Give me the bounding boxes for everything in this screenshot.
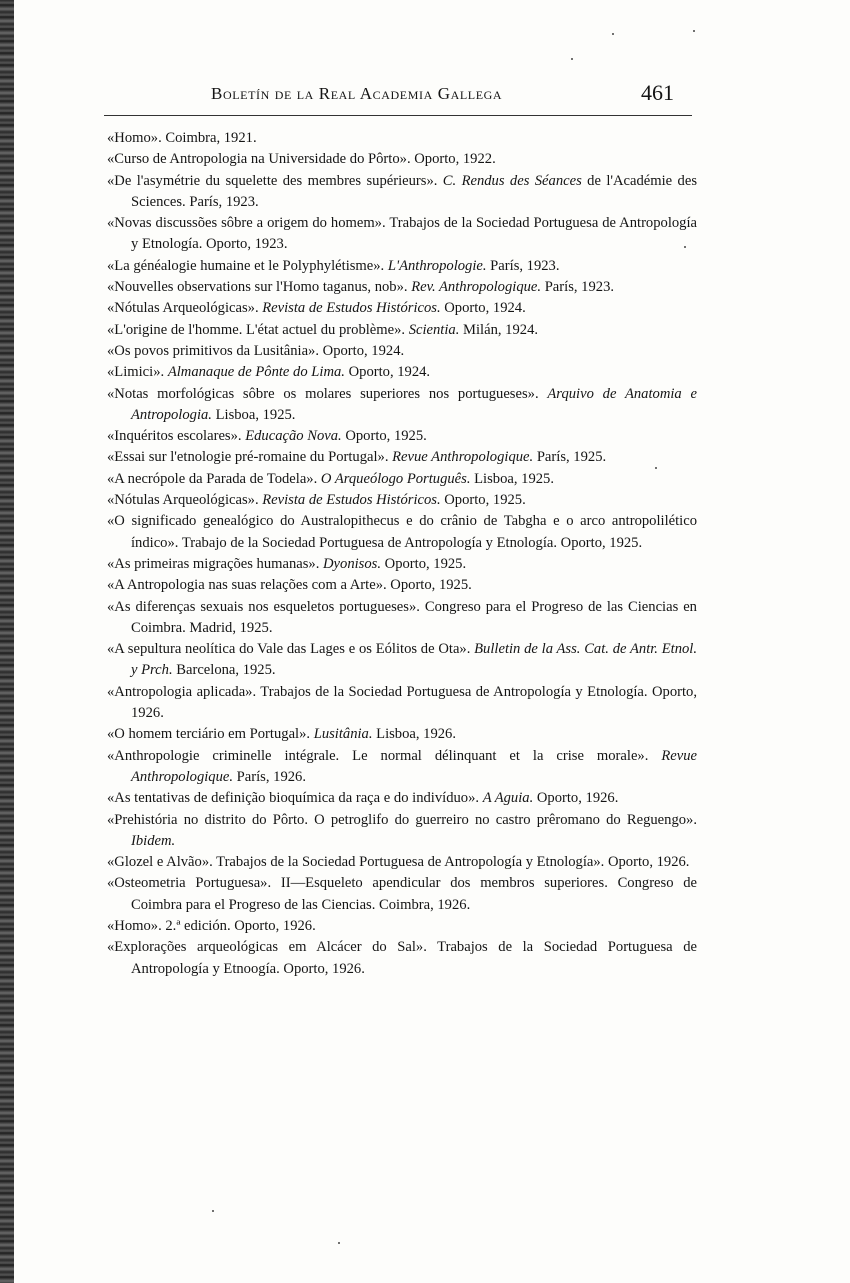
scan-speck: [693, 30, 695, 32]
entry-journal: C. Rendus des Séances: [442, 172, 582, 189]
entry-title: «A Antropologia nas suas relações com a Arte».: [107, 577, 387, 594]
scan-speck: [655, 467, 657, 469]
entry-publication: París, 1926.: [233, 768, 306, 785]
entry-publication: Oporto, 1926.: [230, 917, 316, 934]
entry-journal: Rev. Anthropologique.: [411, 279, 542, 296]
entry-publication: Barcelona, 1925.: [172, 662, 276, 679]
entry-journal: L'Anthropologie.: [387, 257, 487, 274]
entry-journal: Arquivo de Anatomia e Antropologia.: [131, 385, 697, 423]
entry-title: «Limici».: [107, 364, 168, 381]
bibliography-entry: [107, 426, 697, 447]
bibliography-entry: [107, 447, 697, 468]
entry-title: «Nótulas Arqueológicas».: [107, 492, 263, 509]
entry-title: «As tentativas de definição bioquímica da raça e do indivíduo».: [107, 790, 483, 807]
entry-title: «De l'asymétrie du squelette des membres supérieurs».: [107, 172, 443, 189]
page-header: [211, 80, 691, 114]
entry-title: «Notas morfológicas sôbre os molares superiores nos portugueses».: [107, 385, 548, 402]
header-rule: [104, 115, 692, 116]
bibliography-entry: [107, 810, 697, 853]
scan-speck: [612, 33, 614, 35]
entry-journal: Revue Anthropologique.: [131, 747, 697, 785]
entry-title: «As primeiras migrações humanas».: [107, 555, 324, 572]
entry-journal: Almanaque de Pônte do Lima.: [167, 364, 345, 381]
bibliography-entry: [107, 682, 697, 725]
entry-title: «A necrópole da Parada de Todela».: [107, 470, 321, 487]
entry-publication: París, 1923.: [486, 257, 560, 274]
entry-journal: Scientia.: [408, 321, 460, 338]
entry-title: «Os povos primitivos da Lusitânia».: [107, 342, 320, 359]
entry-journal: Revista de Estudos Históricos.: [262, 492, 441, 509]
bibliography-entry: [107, 554, 697, 575]
entry-title: «Glozel e Alvão».: [107, 854, 213, 871]
entry-title: «Antropologia aplicada».: [107, 683, 257, 700]
bibliography-entry: [107, 873, 697, 916]
page-number: 461: [641, 80, 674, 105]
bibliography-entry: [107, 171, 697, 214]
entry-title: «Novas discussões sôbre a origem do homem».: [107, 215, 386, 232]
entry-title: «A sepultura neolítica do Vale das Lages e os Eólitos de Ota».: [107, 641, 475, 658]
entry-publication: Milán, 1924.: [459, 321, 539, 338]
entry-publication: de l'Académie des Sciences. París, 1923.: [131, 172, 697, 210]
entry-title: «Homo». 2.ª edición.: [107, 917, 231, 934]
entry-publication: Oporto, 1924.: [344, 364, 431, 381]
entry-publication: París, 1925.: [533, 449, 607, 466]
bibliography-entry: [107, 511, 697, 554]
entry-journal: Bulletin de la Ass. Cat. de Antr. Etnol. y Prch.: [131, 641, 697, 679]
bibliography-entry: [107, 320, 697, 341]
bibliography-entry: [107, 277, 697, 298]
entry-publication: Oporto, 1926.: [533, 790, 619, 807]
entry-publication: Oporto, 1925.: [381, 555, 467, 572]
bibliography-entry: [107, 916, 697, 937]
entry-title: «Explorações arqueológicas em Alcácer do Sal».: [107, 939, 427, 956]
entry-title: «Inquéritos escolares».: [107, 428, 246, 445]
bibliography-entry: [107, 256, 697, 277]
scan-speck: [684, 246, 686, 248]
bibliography-entry: [107, 362, 697, 383]
bibliography-entry: [107, 597, 697, 640]
bibliography-entry: [107, 490, 697, 511]
scan-speck: [338, 1242, 340, 1244]
bibliography-entry: [107, 469, 697, 490]
entry-publication: París, 1923.: [541, 279, 615, 296]
bibliography-entry: [107, 852, 697, 873]
entry-title: «Nouvelles observations sur l'Homo taganus, nob».: [107, 279, 412, 296]
entry-publication: Congreso de Coimbra para el Progreso de las Ciencias. Coimbra, 1926.: [131, 875, 698, 913]
entry-journal: Revista de Estudos Históricos.: [262, 300, 441, 317]
bibliography-entry: [107, 384, 697, 427]
entry-publication: Lisboa, 1925.: [470, 470, 554, 487]
bibliography-entry: [107, 298, 697, 319]
running-title: Boletín de la Real Academia Gallega: [211, 84, 503, 103]
bibliography-entry: [107, 341, 697, 362]
entry-publication: Lisboa, 1925.: [211, 406, 296, 423]
book-binding-edge: [0, 0, 14, 1283]
entry-title: «Homo».: [107, 130, 162, 146]
bibliography-list: [107, 128, 697, 980]
entry-publication: Oporto, 1925.: [341, 428, 427, 445]
scan-speck: [212, 1210, 214, 1212]
entry-publication: Oporto, 1925.: [440, 492, 526, 509]
entry-title: «Essai sur l'etnologie pré-romaine du Portugal».: [107, 449, 393, 466]
entry-title: «Nótulas Arqueológicas».: [107, 300, 263, 317]
entry-journal: O Arqueólogo Português.: [320, 470, 471, 487]
entry-publication: Oporto, 1922.: [410, 151, 496, 168]
entry-publication: Oporto, 1925.: [386, 577, 472, 594]
entry-title: «Osteometria Portuguesa». II—Esqueleto apendicular dos membros superiores.: [107, 875, 608, 892]
entry-publication: Lisboa, 1926.: [372, 726, 457, 743]
entry-publication: Trabajos de la Sociedad Portuguesa de Antropología y Etnología». Oporto, 1926.: [212, 854, 690, 871]
scan-speck: [571, 58, 573, 60]
entry-title: «La généalogie humaine et le Polyphylétisme».: [107, 257, 388, 274]
bibliography-entry: [107, 724, 697, 745]
entry-publication: Trabajos de la Sociedad Portuguesa de Antropología y Etnoogía. Oporto, 1926.: [131, 939, 697, 977]
entry-journal: Educação Nova.: [245, 428, 342, 445]
entry-title: «As diferenças sexuais nos esqueletos portugueses».: [107, 598, 420, 615]
bibliography-entry: [107, 937, 697, 980]
entry-publication: Trabajo de la Sociedad Portuguesa de Antropología y Etnología. Oporto, 1925.: [178, 534, 643, 551]
entry-publication: Congreso para el Progreso de las Ciencias en Coimbra. Madrid, 1925.: [131, 598, 697, 636]
bibliography-entry: [107, 575, 697, 596]
entry-title: «Prehistória no distrito do Pôrto. O petroglifo do guerreiro no castro prêromano do Reguengo».: [107, 811, 697, 828]
entry-title: «O significado genealógico do Australopithecus e do crânio de Tabgha e o arco antropolilético índico».: [107, 513, 697, 551]
bibliography-entry: [107, 128, 697, 149]
bibliography-entry: [107, 639, 697, 682]
entry-publication: Oporto, 1924.: [440, 300, 526, 317]
entry-journal: Dyonisos.: [323, 555, 381, 572]
bibliography-entry: [107, 213, 697, 256]
bibliography-entry: [107, 746, 697, 789]
bibliography-entry: [107, 149, 697, 170]
entry-publication: Trabajos de la Sociedad Portuguesa de Antropología y Etnología. Oporto, 1923.: [131, 215, 697, 253]
entry-journal: Revue Anthropologique.: [392, 449, 534, 466]
entry-publication: Trabajos de la Sociedad Portuguesa de Antropología y Etnología. Oporto, 1926.: [131, 683, 697, 722]
entry-title: «Anthropologie criminelle intégrale. Le normal délinquant et la crise morale».: [107, 747, 662, 764]
entry-title: «Curso de Antropologia na Universidade do Pôrto».: [107, 151, 411, 168]
entry-journal: A Aguia.: [482, 790, 534, 807]
entry-publication: Oporto, 1924.: [319, 342, 405, 359]
entry-publication: Coimbra, 1921.: [161, 130, 257, 146]
entry-journal: Ibidem.: [131, 832, 176, 849]
entry-title: «O homem terciário em Portugal».: [107, 726, 314, 743]
entry-journal: Lusitânia.: [313, 726, 373, 743]
entry-title: «L'origine de l'homme. L'état actuel du problème».: [107, 321, 409, 338]
bibliography-entry: [107, 788, 697, 809]
